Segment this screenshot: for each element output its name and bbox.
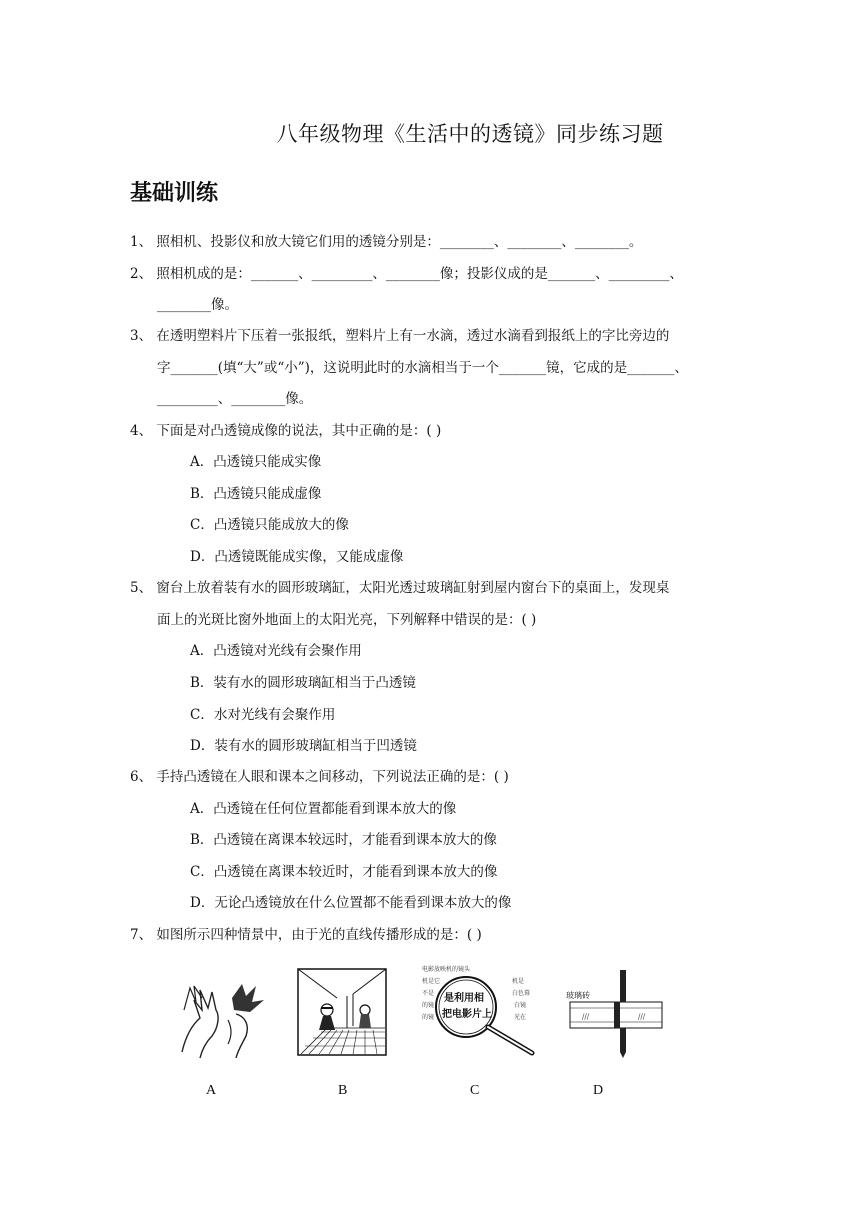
question-2: 2、 照相机成的是：_______、_________、________像；投影仪成的是_______、_________、 [130, 266, 683, 282]
option-c: C．凸透镜只能成放大的像 [190, 517, 349, 533]
option-b: B．凸透镜在离课本较远时，才能看到课本放大的像 [190, 832, 497, 848]
question-7: 7、 如图所示四种情景中，由于光的直线传播形成的是：( ) [130, 927, 482, 943]
svg-text:不是: 不是 [422, 990, 435, 997]
question-5: 5、 窗台上放着装有水的圆形玻璃缸，太阳光透过玻璃缸射到屋内窗台下的桌面上，发现桌 [130, 580, 670, 596]
figure-d-glass-brick [560, 968, 668, 1060]
figure-b-caption: B [338, 1083, 348, 1098]
svg-text:机是它: 机是它 [422, 978, 441, 985]
option-a: A．凸透镜在任何位置都能看到课本放大的像 [190, 801, 457, 817]
question-3-cont: _________、________像。 [157, 391, 313, 407]
option-a: A．凸透镜对光线有会聚作用 [190, 643, 362, 659]
svg-text:的镜: 的镜 [422, 1002, 435, 1009]
svg-text:机是: 机是 [512, 978, 525, 985]
question-6: 6、 手持凸透镜在人眼和课本之间移动，下列说法正确的是：( ) [130, 769, 509, 785]
option-a: A．凸透镜只能成实像 [190, 454, 322, 470]
magnifier-text-2: 把电影片上 [442, 1009, 492, 1020]
section-heading: 基础训练 [130, 181, 219, 206]
magnifier-text-1: 是利用相 [444, 993, 484, 1004]
option-b: B．凸透镜只能成虚像 [190, 486, 322, 502]
figure-a-hand-shadow [172, 980, 267, 1060]
figure-d-caption: D [593, 1083, 604, 1098]
figure-a-caption: A [206, 1083, 217, 1098]
option-c: C．水对光线有会聚作用 [190, 707, 336, 723]
svg-text:///: /// [638, 1013, 646, 1021]
svg-text:电影放映机的镜头: 电影放映机的镜头 [422, 966, 471, 973]
question-5-cont: 面上的光斑比窗外地面上的太阳光亮，下列解释中错误的是：( ) [157, 612, 537, 628]
svg-text:的镜: 的镜 [422, 1014, 435, 1021]
figure-c-caption: C [470, 1083, 480, 1098]
question-2-cont: ________像。 [157, 297, 238, 313]
option-d: D．凸透镜既能成实像，又能成虚像 [190, 549, 404, 565]
figure-c-magnifier [420, 963, 540, 1058]
svg-text:白色幕: 白色幕 [512, 990, 531, 997]
option-b: B．装有水的圆形玻璃缸相当于凸透镜 [190, 675, 416, 691]
question-3-cont: 字_______(填“大”或“小”)，这说明此时的水滴相当于一个_______镜，它成的是_______、 [157, 360, 688, 376]
svg-text:///: /// [582, 1013, 590, 1021]
question-4: 4、 下面是对凸透镜成像的说法，其中正确的是：( ) [130, 423, 442, 439]
glass-brick-label: 玻璃砖 [566, 991, 590, 1000]
question-1: 1、 照相机、投影仪和放大镜它们用的透镜分别是：________、________、________。 [130, 234, 643, 250]
question-3: 3、 在透明塑料片下压着一张报纸，塑料片上有一水滴，透过水滴看到报纸上的字比旁边的 [130, 328, 670, 344]
svg-text:白镜: 白镜 [514, 1002, 527, 1009]
document-title: 八年级物理《生活中的透镜》同步练习题 [276, 122, 664, 146]
option-c: C．凸透镜在离课本较近时，才能看到课本放大的像 [190, 864, 498, 880]
svg-text:光在: 光在 [514, 1014, 527, 1021]
option-d: D．装有水的圆形玻璃缸相当于凹透镜 [190, 738, 417, 754]
option-d: D．无论凸透镜放在什么位置都不能看到课本放大的像 [190, 895, 512, 911]
figure-b-mirror-room [297, 968, 389, 1058]
